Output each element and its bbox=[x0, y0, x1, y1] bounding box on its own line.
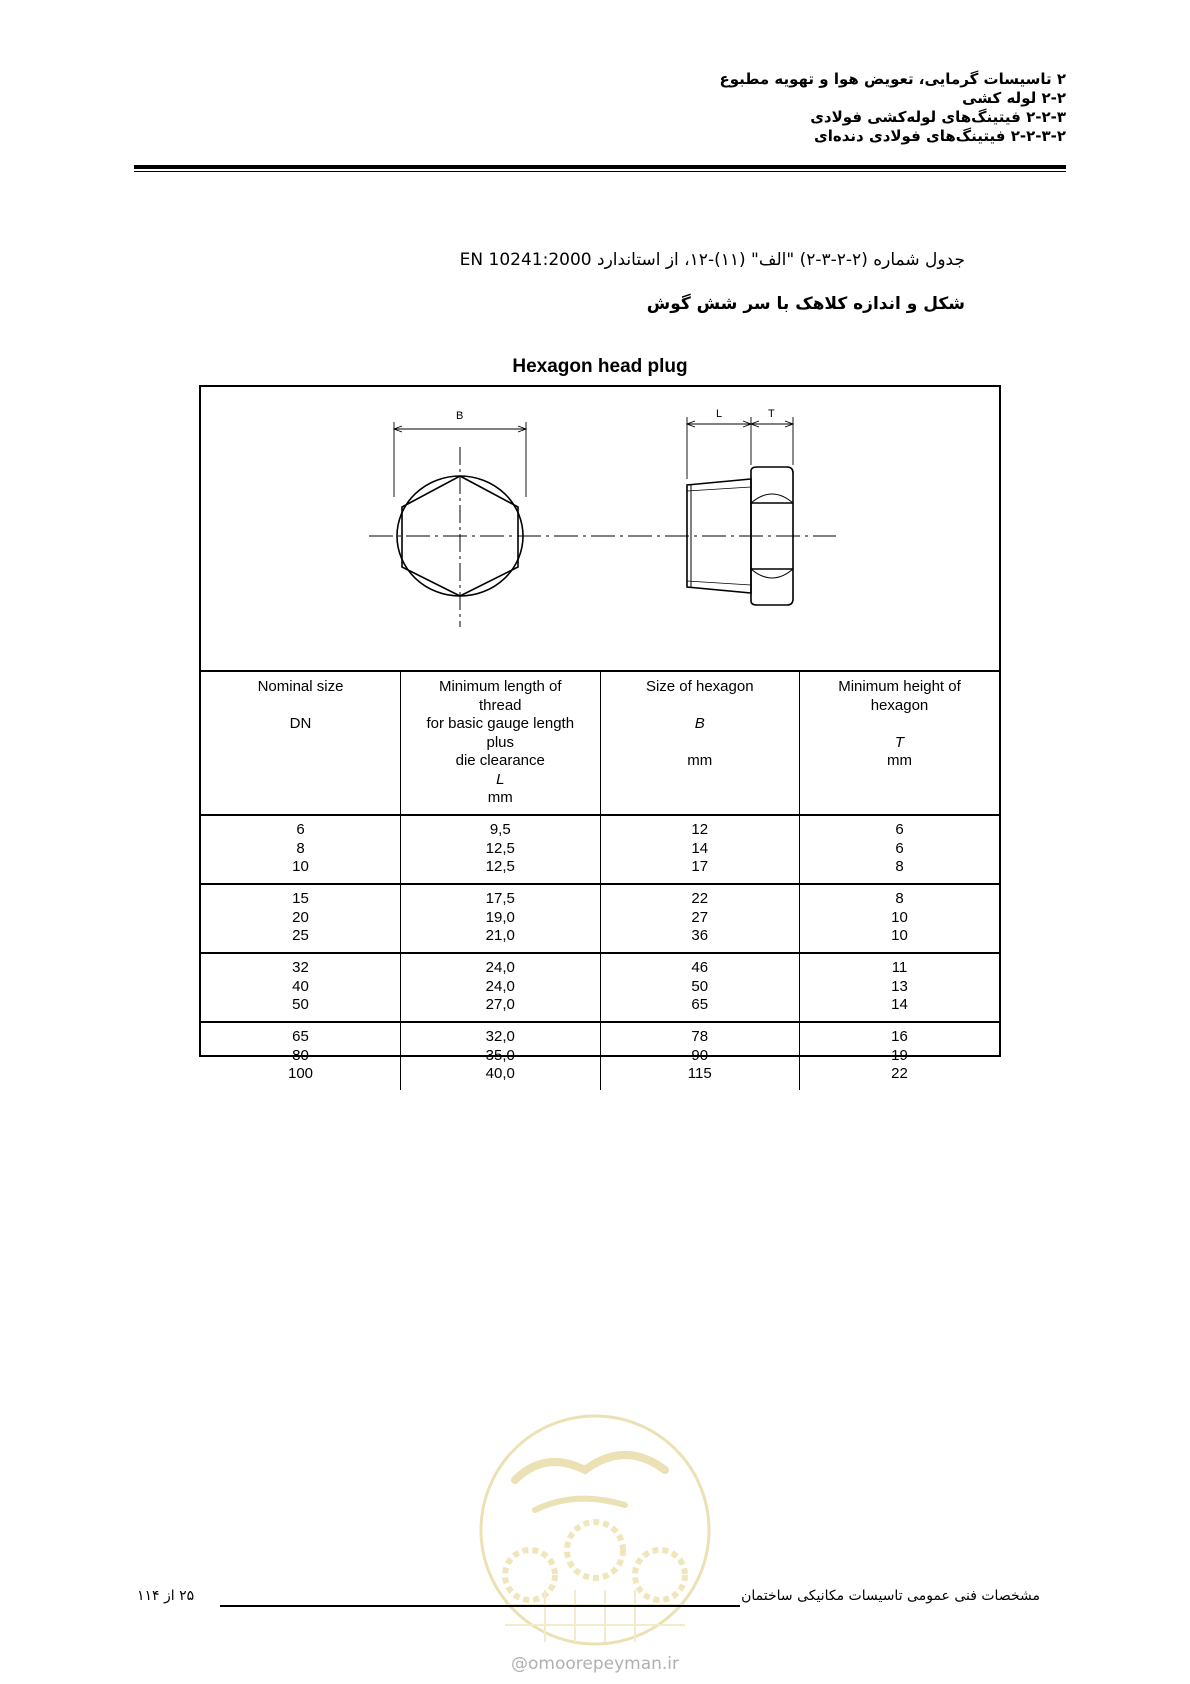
cell-value: 100 bbox=[287, 1065, 314, 1082]
cell-value: 80 bbox=[292, 1046, 309, 1064]
header-rule-thin bbox=[134, 171, 1066, 172]
cell-value: 90 bbox=[691, 1046, 709, 1064]
cell-value: 14 bbox=[691, 839, 709, 857]
table-header-row bbox=[201, 671, 999, 815]
cell-value: 6 bbox=[895, 821, 904, 838]
header-text: die clearance bbox=[455, 752, 545, 769]
cell-dn bbox=[201, 953, 401, 1022]
table-title: Hexagon head plug bbox=[512, 356, 688, 377]
cell-value: 19 bbox=[891, 1046, 908, 1064]
header-text: T bbox=[894, 733, 905, 751]
cell-value: 21,0 bbox=[485, 927, 515, 944]
document-header bbox=[366, 70, 1066, 146]
cell-value: 19,0 bbox=[485, 908, 515, 926]
cell-value: 25 bbox=[292, 927, 309, 944]
label-t: T bbox=[768, 408, 775, 420]
cell-value: 24,0 bbox=[485, 977, 515, 995]
cell-l bbox=[401, 884, 601, 953]
cell-value: 13 bbox=[891, 977, 908, 995]
header-text: mm bbox=[687, 752, 713, 769]
column-header-1 bbox=[401, 671, 601, 815]
header-text: mm bbox=[487, 789, 513, 806]
hexagon-plug-drawing bbox=[201, 387, 999, 670]
cell-value: 12,5 bbox=[485, 839, 515, 857]
header-text: Minimum height of bbox=[838, 678, 961, 695]
header-text bbox=[201, 697, 400, 716]
plug-table-frame bbox=[199, 385, 1001, 1082]
cell-value: 17 bbox=[691, 858, 709, 875]
header-text: Size of hexagon bbox=[645, 678, 754, 695]
header-text: plus bbox=[486, 733, 515, 751]
cell-t bbox=[800, 953, 1000, 1022]
cell-value: 36 bbox=[691, 927, 709, 944]
cell-l bbox=[401, 953, 601, 1022]
cell-value: 27,0 bbox=[485, 996, 515, 1013]
footer-rule bbox=[220, 1605, 740, 1607]
cell-l bbox=[401, 1022, 601, 1090]
label-l: L bbox=[716, 408, 723, 420]
header-text: for basic gauge length bbox=[426, 715, 575, 732]
header-text: L bbox=[496, 770, 505, 788]
cell-value: 50 bbox=[292, 996, 309, 1013]
cell-b bbox=[600, 1022, 800, 1090]
dimensions-table bbox=[201, 670, 999, 1090]
cell-value: 16 bbox=[891, 1028, 908, 1045]
plug-drawing bbox=[201, 387, 999, 670]
cell-value: 46 bbox=[691, 959, 709, 976]
cell-value: 17,5 bbox=[485, 890, 515, 907]
cell-value: 20 bbox=[292, 908, 309, 926]
cell-value: 27 bbox=[691, 908, 709, 926]
cell-value: 10 bbox=[292, 858, 309, 875]
cell-value: 32,0 bbox=[485, 1028, 515, 1045]
cell-value: 14 bbox=[891, 996, 908, 1013]
header-line-4: ۲-۲-۳-۲ فیتینگ‌های فولادی دنده‌ای bbox=[813, 127, 1066, 145]
cell-value: 9,5 bbox=[489, 821, 511, 838]
cell-value: 115 bbox=[687, 1065, 712, 1082]
cell-value: 24,0 bbox=[485, 959, 515, 976]
cell-value: 10 bbox=[891, 927, 908, 944]
cell-t bbox=[800, 815, 1000, 884]
header-rule bbox=[134, 165, 1066, 169]
cell-b bbox=[600, 953, 800, 1022]
cell-value: 32 bbox=[292, 959, 309, 976]
table-row bbox=[201, 1022, 999, 1090]
column-header-3 bbox=[800, 671, 1000, 815]
cell-value: 15 bbox=[292, 890, 309, 907]
cell-value: 50 bbox=[691, 977, 709, 995]
cell-dn bbox=[201, 815, 401, 884]
cell-value: 22 bbox=[691, 890, 709, 907]
header-text bbox=[601, 734, 800, 753]
header-text bbox=[601, 697, 800, 716]
cell-value: 8 bbox=[895, 858, 904, 875]
header-text: hexagon bbox=[870, 696, 929, 714]
cell-value: 40 bbox=[292, 977, 309, 995]
cell-value: 12,5 bbox=[485, 858, 515, 875]
cell-l bbox=[401, 815, 601, 884]
header-text: Minimum length of bbox=[438, 678, 562, 695]
cell-b bbox=[600, 884, 800, 953]
page-number: ۲۵ از ۱۱۴ bbox=[137, 1588, 195, 1604]
cell-value: 8 bbox=[895, 890, 904, 907]
header-text: DN bbox=[289, 715, 312, 732]
cell-value: 65 bbox=[691, 996, 709, 1013]
header-text bbox=[800, 715, 999, 734]
cell-value: 78 bbox=[691, 1028, 709, 1045]
header-text: Nominal size bbox=[257, 678, 344, 695]
cell-dn bbox=[201, 1022, 401, 1090]
column-header-0 bbox=[201, 671, 401, 815]
publisher-seal bbox=[475, 1410, 715, 1650]
column-header-2 bbox=[600, 671, 800, 815]
header-line-3: ۲-۲-۳ فیتینگ‌های لوله‌کشی فولادی bbox=[810, 108, 1066, 126]
cell-b bbox=[600, 815, 800, 884]
cell-t bbox=[800, 1022, 1000, 1090]
cell-value: 22 bbox=[891, 1065, 908, 1082]
table-row bbox=[201, 815, 999, 884]
table-caption: جدول شماره (۲-۲-۳-۲) "الف" (۱۱)-۱۲، از استاندارد EN 10241:2000 bbox=[459, 250, 965, 270]
table-row bbox=[201, 953, 999, 1022]
header-text: B bbox=[694, 715, 705, 732]
cell-value: 10 bbox=[891, 908, 908, 926]
header-text: thread bbox=[478, 696, 522, 714]
site-watermark: @omoorepeyman.ir bbox=[510, 1654, 680, 1674]
cell-value: 35,0 bbox=[485, 1046, 515, 1064]
table-subcaption: شکل و اندازه کلاهک با سر شش گوش bbox=[646, 294, 965, 314]
header-line-1: ۲ تاسیسات گرمایی، تعویض هوا و تهویه مطبوع bbox=[719, 70, 1066, 88]
cell-value: 11 bbox=[891, 959, 908, 976]
cell-value: 6 bbox=[895, 839, 904, 857]
table-row bbox=[201, 884, 999, 953]
cell-value: 65 bbox=[292, 1028, 309, 1045]
label-b: B bbox=[456, 410, 464, 422]
cell-dn bbox=[201, 884, 401, 953]
cell-t bbox=[800, 884, 1000, 953]
header-text: mm bbox=[887, 752, 912, 769]
cell-value: 12 bbox=[691, 821, 709, 838]
cell-value: 6 bbox=[296, 821, 305, 838]
cell-value: 40,0 bbox=[485, 1065, 515, 1082]
footer-title: مشخصات فنی عمومی تاسیسات مکانیکی ساختمان bbox=[741, 1588, 1040, 1604]
cell-value: 8 bbox=[296, 839, 305, 857]
header-line-2: ۲-۲ لوله کشی bbox=[962, 89, 1066, 107]
